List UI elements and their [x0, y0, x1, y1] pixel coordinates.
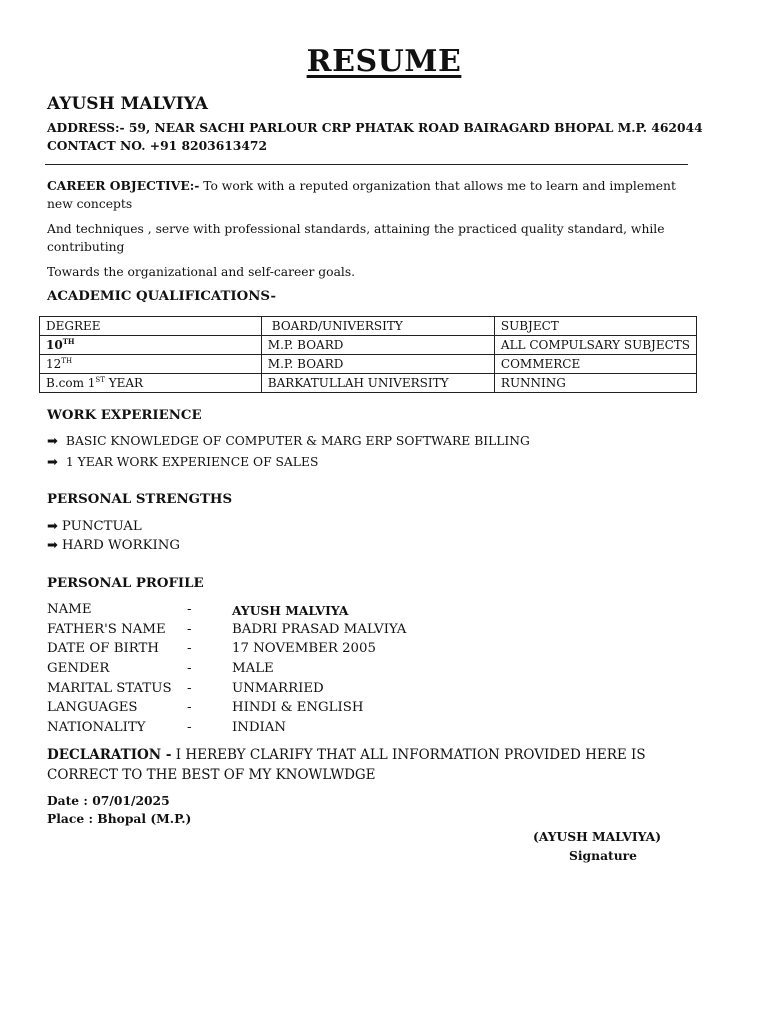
arrow-right-icon: ➡ [47, 455, 58, 470]
profile-row [47, 720, 687, 739]
declaration-text: I HEREBY CLARIFY THAT ALL INFORMATION PROVIDED HERE IS CORRECT TO THE BEST OF MY KNOWLWDGE [47, 747, 646, 783]
profile-label: NATIONALITY [47, 720, 146, 735]
arrow-right-icon: ➡ [47, 538, 58, 553]
profile-label: MARITAL STATUS [47, 681, 172, 696]
degree-cell: 10TH [40, 336, 262, 355]
career-objective-text-3: Towards the organizational and self-career goals. [47, 265, 356, 279]
profile-row [47, 661, 687, 680]
strengths-heading: PERSONAL STRENGTHS [47, 492, 233, 507]
career-objective [47, 177, 687, 213]
resume-title: RESUME [306, 44, 462, 79]
profile-value: UNMARRIED [232, 681, 324, 696]
profile-label: LANGUAGES [47, 700, 138, 715]
list-item: ➡ PUNCTUAL [47, 519, 142, 534]
board-cell: M.P. BOARD [261, 336, 494, 355]
career-objective-text-2: And techniques , serve with professional standards, attaining the practiced quality standard, while contributing [47, 222, 665, 254]
declaration-label: DECLARATION - [47, 747, 172, 763]
profile-separator: - [187, 720, 192, 735]
board-cell: BARKATULLAH UNIVERSITY [261, 374, 494, 393]
header-cell: DEGREE [40, 317, 262, 336]
profile-label: GENDER [47, 661, 110, 676]
profile-row [47, 700, 687, 719]
profile-row [47, 622, 687, 641]
table-header-row [40, 317, 697, 336]
signature-name: (AYUSH MALVIYA) [533, 829, 662, 844]
academic-heading: ACADEMIC QUALIFICATIONS- [47, 289, 276, 304]
degree-cell: B.com 1ST YEAR [40, 374, 262, 393]
table-row [40, 336, 697, 355]
profile-row [47, 602, 687, 621]
profile-heading: PERSONAL PROFILE [47, 576, 204, 591]
work-heading: WORK EXPERIENCE [47, 408, 202, 423]
subject-cell: COMMERCE [494, 355, 696, 374]
profile-separator: - [187, 681, 192, 696]
profile-separator: - [187, 641, 192, 656]
profile-value: HINDI & ENGLISH [232, 700, 364, 715]
profile-value: 17 NOVEMBER 2005 [232, 641, 376, 656]
applicant-name: AYUSH MALVIYA [47, 94, 208, 114]
profile-value: MALE [232, 661, 274, 676]
table-row [40, 355, 697, 374]
subject-cell: ALL COMPULSARY SUBJECTS [494, 336, 696, 355]
table-row [40, 374, 697, 393]
address-line: ADDRESS:- 59, NEAR SACHI PARLOUR CRP PHATAK ROAD BAIRAGARD BHOPAL M.P. 462044 [47, 120, 703, 135]
header-divider [45, 164, 688, 165]
board-cell: M.P. BOARD [261, 355, 494, 374]
profile-value: BADRI PRASAD MALVIYA [232, 622, 407, 637]
profile-label: FATHER'S NAME [47, 622, 166, 637]
profile-separator: - [187, 661, 192, 676]
arrow-right-icon: ➡ [47, 519, 58, 534]
profile-label: DATE OF BIRTH [47, 641, 159, 656]
profile-label: NAME [47, 602, 92, 617]
profile-value: INDIAN [232, 720, 287, 735]
profile-separator: - [187, 602, 192, 617]
profile-row [47, 641, 687, 660]
header-cell: BOARD/UNIVERSITY [261, 317, 494, 336]
declaration [47, 745, 707, 785]
profile-separator: - [187, 700, 192, 715]
degree-cell: 12TH [40, 355, 262, 374]
career-objective-label: CAREER OBJECTIVE:- [47, 178, 200, 193]
profile-value: AYUSH MALVIYA [232, 603, 349, 618]
place-line: Place : Bhopal (M.P.) [47, 811, 192, 826]
list-item: ➡ HARD WORKING [47, 538, 181, 553]
academic-table [39, 316, 697, 393]
profile-separator: - [187, 622, 192, 637]
contact-line: CONTACT NO. +91 8203613472 [47, 138, 268, 153]
list-item: ➡ BASIC KNOWLEDGE OF COMPUTER & MARG ERP SOFTWARE BILLING [47, 434, 530, 449]
list-item: ➡ 1 YEAR WORK EXPERIENCE OF SALES [47, 455, 319, 470]
arrow-right-icon: ➡ [47, 434, 58, 449]
career-objective-text-1: To work with a reputed organization that allows me to learn and implement new concepts [47, 179, 676, 211]
subject-cell: RUNNING [494, 374, 696, 393]
profile-row [47, 681, 687, 700]
signature-label: Signature [569, 848, 637, 863]
header-cell: SUBJECT [494, 317, 696, 336]
date-line: Date : 07/01/2025 [47, 793, 170, 808]
